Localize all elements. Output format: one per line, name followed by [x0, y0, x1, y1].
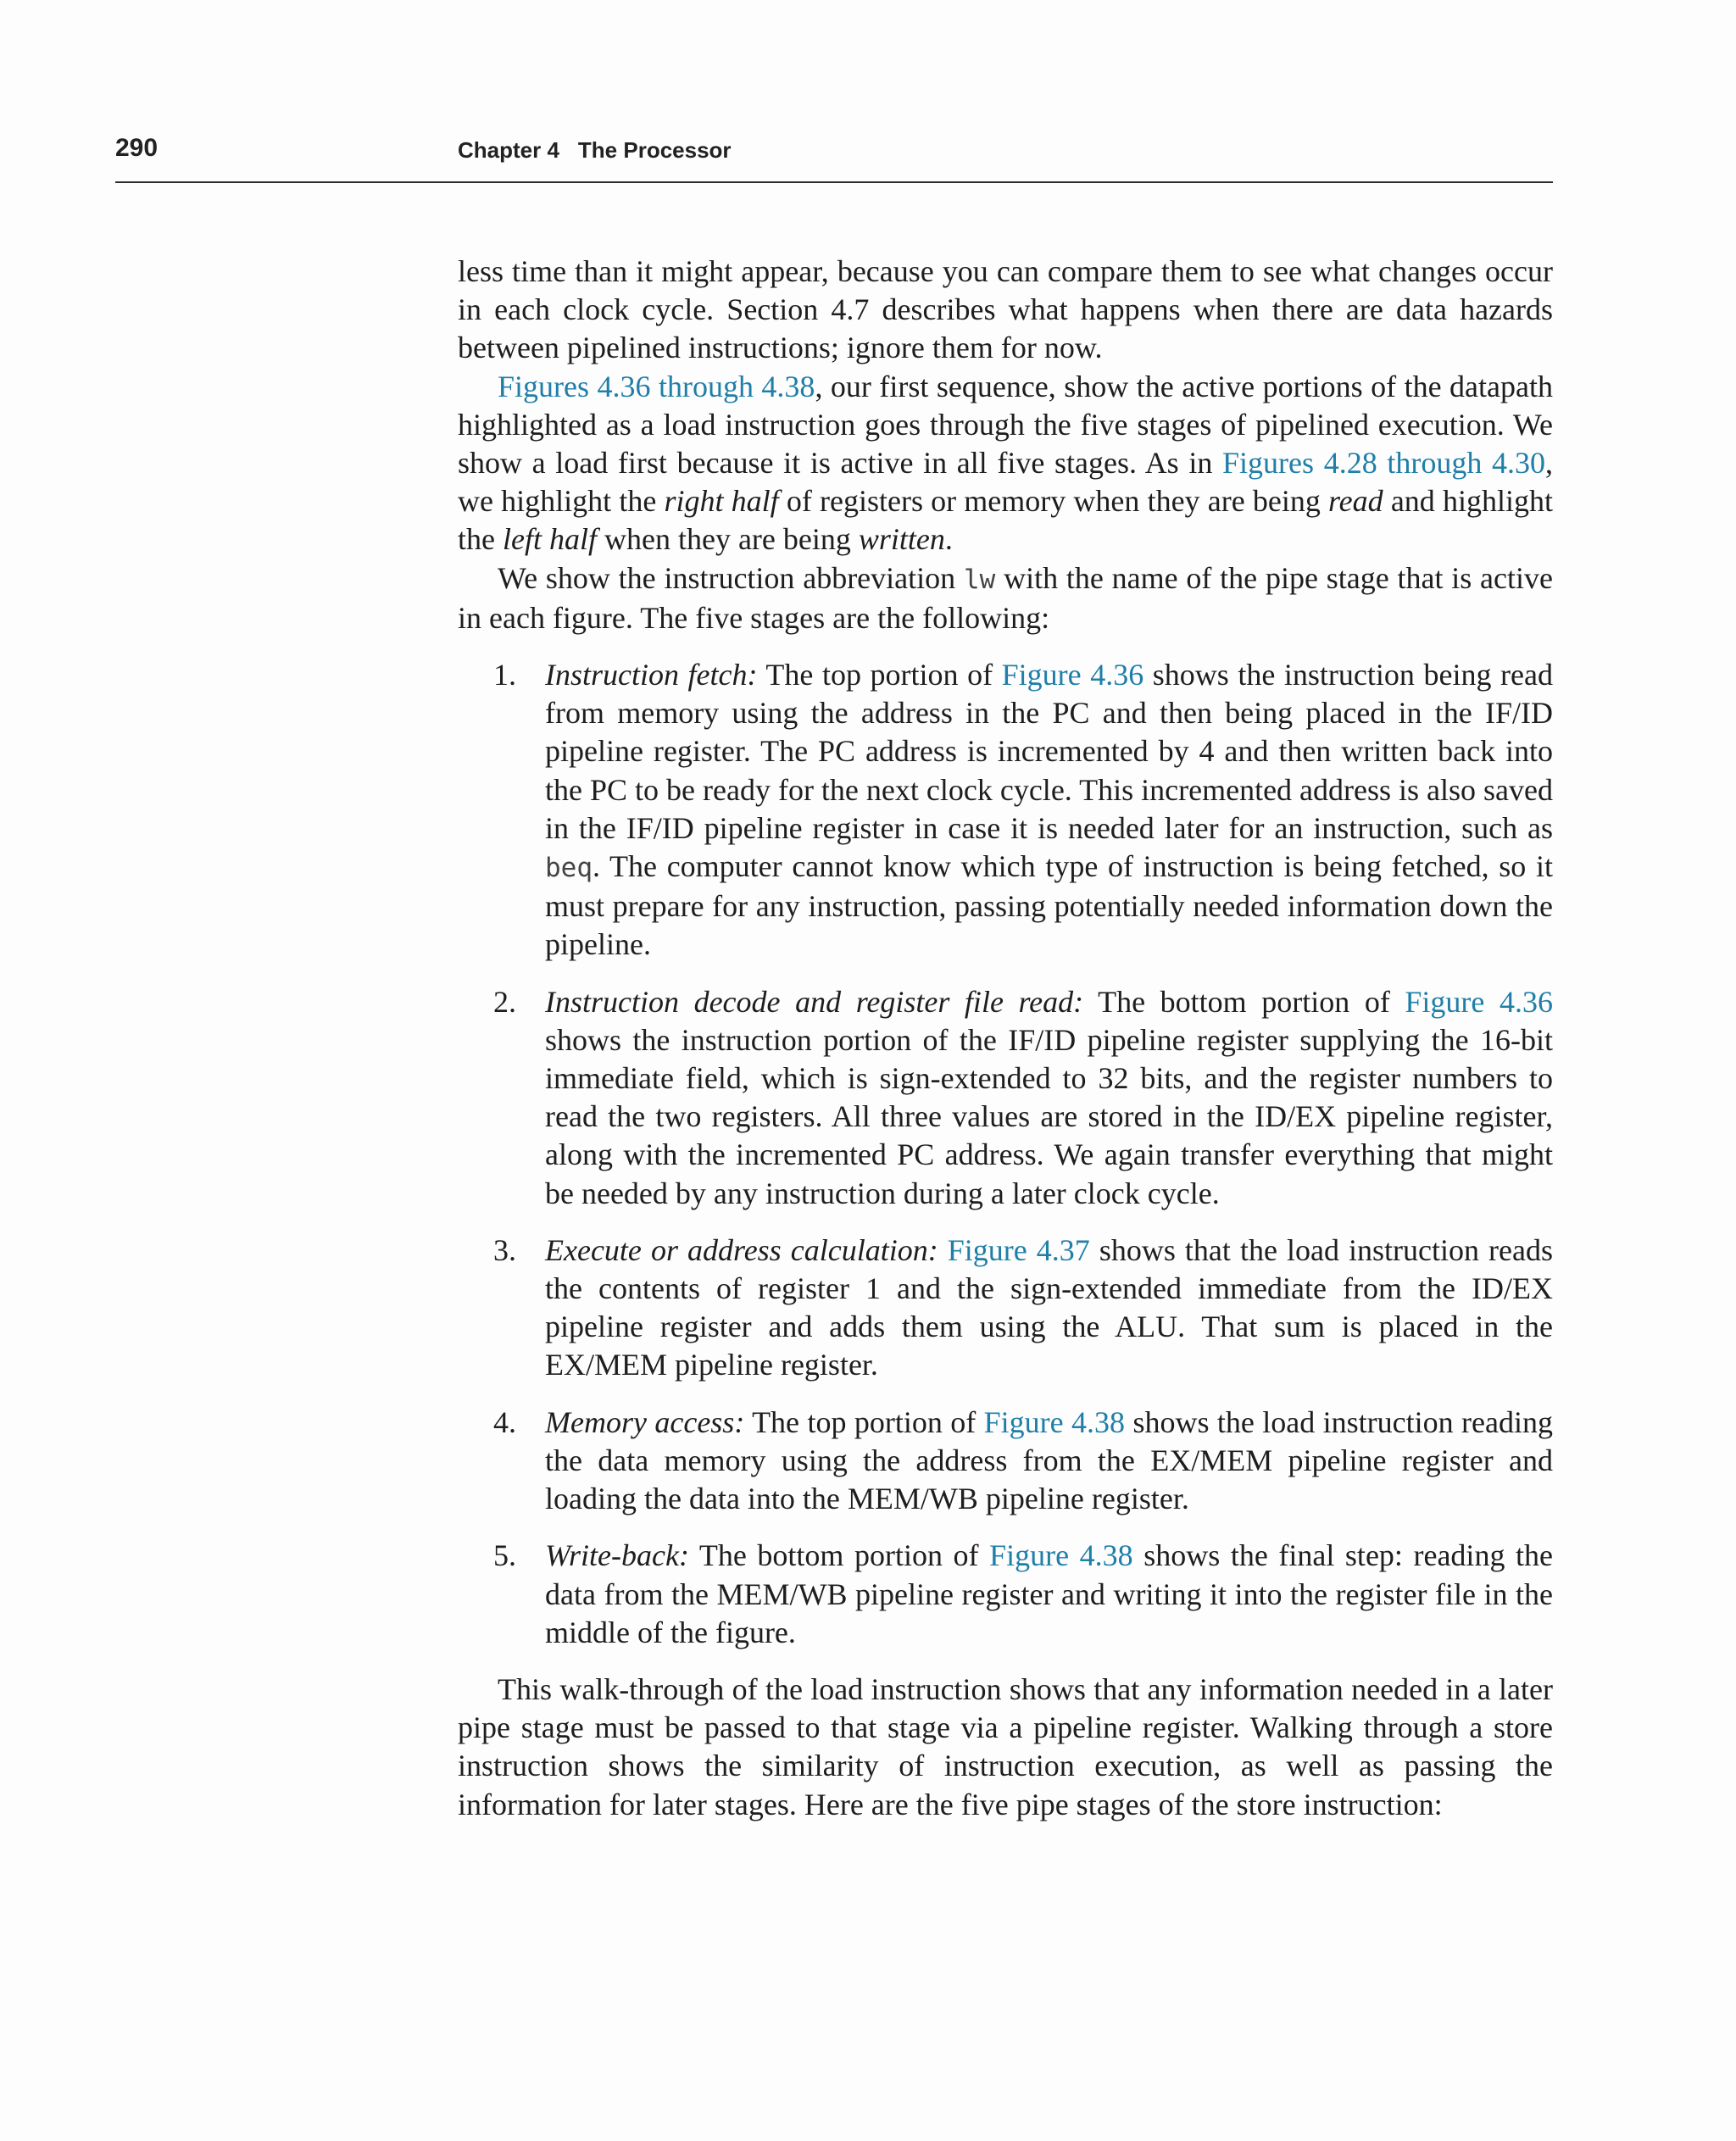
item-number: 4.	[493, 1404, 516, 1439]
figure-link[interactable]: Figure 4.37	[947, 1232, 1090, 1267]
emphasis: read	[1328, 484, 1383, 519]
item-title: Instruction fetch:	[545, 658, 758, 692]
chapter-title: The Processor	[577, 137, 732, 163]
figure-link[interactable]: Figure 4.36	[1405, 984, 1553, 1019]
emphasis: right half	[664, 484, 779, 519]
item-title: Instruction decode and register file read:	[545, 984, 1084, 1019]
figure-link[interactable]: Figure 4.38	[983, 1404, 1126, 1439]
code-beq: beq	[545, 853, 593, 884]
item-number: 2.	[493, 984, 516, 1019]
emphasis: left half	[502, 522, 597, 557]
figure-link[interactable]: Figures 4.28 through 4.30	[1222, 446, 1545, 481]
paragraph-1: less time than it might appear, because you can compare them to see what changes occur in each clock cycle. Section 4.7 describes what happens when there are data hazards between pipelined instructions; ignore them for now.	[458, 254, 1553, 365]
list-item: 1. Instruction fetch: The top portion of Figure 4.36 shows the instruction being read from memory using the address in the PC and then being placed in the IF/ID pipeline register. The PC address is incremented by 4 and then written back into the PC to be ready for the next clock cycle. This incremented address is also saved in the IF/ID pipeline register in case it is needed later for an instruction, such as beq. The computer cannot know which type of instruction is being fetched, so it must prepare for any instruction, passing potentially needed information down the pipeline.	[493, 658, 1553, 962]
page-number: 290	[115, 134, 159, 162]
figure-link[interactable]: Figures 4.36 through 4.38	[498, 369, 815, 403]
item-title: Memory access:	[545, 1404, 745, 1439]
list-item: 3. Execute or address calculation: Figure 4.37 shows that the load instruction reads the contents of register 1 and the sign-extended immediate from the ID/EX pipeline register and adds them using the ALU. That sum is placed in the EX/MEM pipeline register.	[493, 1232, 1554, 1382]
item-title: Execute or address calculation:	[545, 1232, 938, 1267]
paragraph-2: Figures 4.36 through 4.38, our first sequence, show the active portions of the datapath highlighted as a load instruction goes through the five stages of pipelined execution. We show a load first because it is active in all five stages. As in Figures 4.28 through 4.30, we highlight the right half of registers or memory when they are being read and highlight the left half when they are being written.	[458, 369, 1553, 557]
figure-link[interactable]: Figure 4.36	[1001, 658, 1144, 692]
paragraph-3: We show the instruction abbreviation lw with the name of the pipe stage that is active in each figure. The five stages are the following:	[458, 560, 1554, 635]
list-item: 2. Instruction decode and register file read: The bottom portion of Figure 4.36 shows the instruction portion of the IF/ID pipeline register supplying the 16-bit immediate field, which is sign-extended to 32 bits, and the register numbers to read the two registers. All three values are stored in the ID/EX pipeline register, along with the incremented PC address. We again transfer everything that might be needed by any instruction during a later clock cycle.	[493, 984, 1553, 1210]
paragraph-4: This walk-through of the load instruction shows that any information needed in a later pipe stage must be passed to that stage via a pipeline register. Walking through a store instruction shows the similarity of instruction execution, as well as passing the information for later stages. Here are the five pipe stages of the store instruction:	[458, 1671, 1553, 1821]
list-item: 4. Memory access: The top portion of Figure 4.38 shows the load instruction reading the data memory using the address from the EX/MEM pipeline register and loading the data into the MEM/WB pipeline register.	[493, 1404, 1553, 1516]
chapter-label: Chapter 4	[458, 137, 559, 163]
item-number: 1.	[493, 658, 516, 692]
code-lw: lw	[963, 564, 996, 595]
running-head	[458, 137, 732, 164]
item-number: 3.	[493, 1232, 516, 1267]
page-header	[115, 132, 1553, 183]
stage-list	[458, 656, 1553, 1652]
emphasis: written	[858, 522, 945, 557]
figure-link[interactable]: Figure 4.38	[989, 1538, 1133, 1573]
item-title: Write-back:	[545, 1538, 689, 1573]
list-item: 5. Write-back: The bottom portion of Figure 4.38 shows the final step: reading the data from the MEM/WB pipeline register and writing it into the register file in the middle of the figure.	[493, 1538, 1553, 1649]
item-number: 5.	[493, 1538, 516, 1573]
body-text	[458, 253, 1553, 1824]
